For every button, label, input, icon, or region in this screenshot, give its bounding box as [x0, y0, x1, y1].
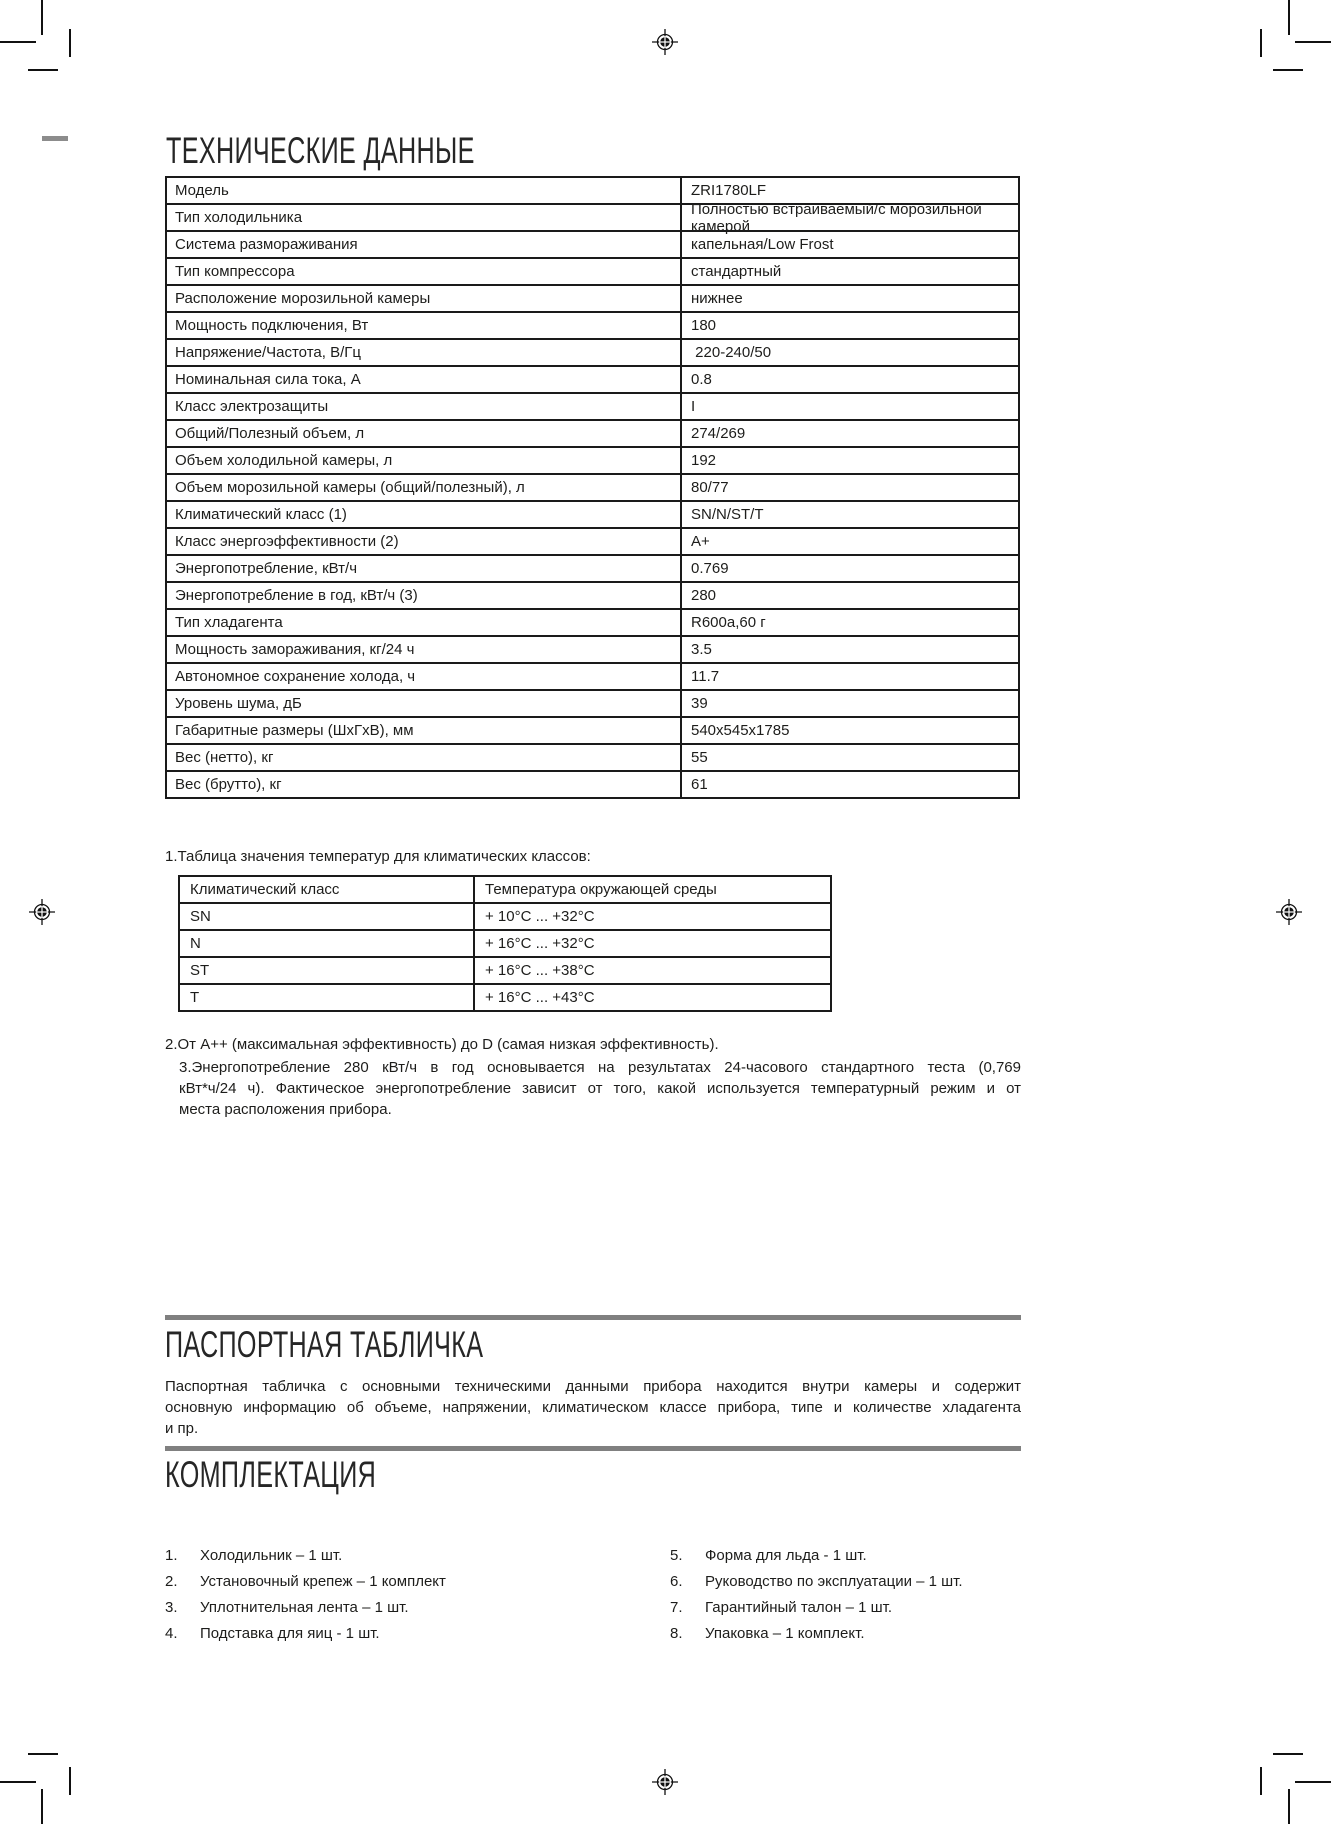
table-row: [167, 718, 1018, 745]
spec-label: Вес (нетто), кг: [167, 745, 682, 770]
nameplate-title: ПАСПОРТНАЯ ТАБЛИЧКА: [165, 1324, 484, 1365]
list-item: [165, 1542, 645, 1568]
list-item-number: 6.: [670, 1572, 683, 1590]
list-item-number: 7.: [670, 1598, 683, 1616]
spec-label: Мощность подключения, Вт: [167, 313, 682, 338]
list-item-text: Руководство по эксплуатации – 1 шт.: [705, 1572, 963, 1590]
table-row: [167, 259, 1018, 286]
spec-value: 61: [691, 776, 708, 793]
spec-value: 274/269: [691, 425, 746, 442]
footnote-3-line: кВт*ч/24 ч). Фактическое энергопотребление зависит от того, какой используется температурный режим и от: [179, 1080, 1021, 1097]
list-item-number: 5.: [670, 1546, 683, 1564]
list-item-text: Упаковка – 1 комплект.: [705, 1624, 865, 1642]
table-row: [167, 502, 1018, 529]
climate-class-cell: Климатический класс: [180, 877, 475, 902]
list-item-text: Холодильник – 1 шт.: [200, 1546, 343, 1564]
table-row: [167, 286, 1018, 313]
table-row: [167, 664, 1018, 691]
package-list-right: [670, 1542, 1030, 1646]
spec-label: Общий/Полезный объем, л: [167, 421, 682, 446]
spec-label: Тип холодильника: [167, 205, 682, 230]
temperature-range-cell: + 16°C ... +43°C: [485, 989, 595, 1006]
list-item: [165, 1568, 645, 1594]
spec-value: 280: [691, 587, 717, 604]
registration-mark-icon: [29, 899, 55, 925]
package-title: КОМПЛЕКТАЦИЯ: [165, 1454, 377, 1495]
list-item-number: 8.: [670, 1624, 683, 1642]
spec-value: A+: [691, 533, 710, 550]
table-row: [167, 583, 1018, 610]
table-row: [167, 475, 1018, 502]
crop-mark: [1288, 0, 1290, 35]
table-row: [180, 931, 830, 958]
spec-label: Тип хладагента: [167, 610, 682, 635]
spec-value: 3.5: [691, 641, 712, 658]
table-row: [180, 985, 830, 1010]
spec-value: Полностью встраиваемый/с морозильной камерой: [691, 200, 986, 235]
crop-mark: [41, 1789, 43, 1824]
crop-mark: [28, 69, 58, 71]
crop-mark: [0, 41, 36, 43]
climate-class-cell: T: [180, 985, 475, 1010]
table-row: [167, 745, 1018, 772]
spec-label: Класс электрозащиты: [167, 394, 682, 419]
table-row: [167, 313, 1018, 340]
spec-value: 11.7: [691, 668, 720, 685]
climate-class-cell: SN: [180, 904, 475, 929]
list-item-number: 4.: [165, 1624, 178, 1642]
spec-label: Автономное сохранение холода, ч: [167, 664, 682, 689]
spec-label: Напряжение/Частота, В/Гц: [167, 340, 682, 365]
table-row: [167, 394, 1018, 421]
nameplate-body-line: Паспортная табличка с основными техническими данными прибора находится внутри камеры и содержит: [165, 1378, 1021, 1395]
table-row: [167, 421, 1018, 448]
section-divider: [165, 1315, 1021, 1320]
table-row: [167, 232, 1018, 259]
list-item: [670, 1594, 1030, 1620]
spec-label: Тип компрессора: [167, 259, 682, 284]
crop-mark: [1295, 1781, 1331, 1783]
climate-class-cell: ST: [180, 958, 475, 983]
list-item: [165, 1620, 645, 1646]
table-row: [180, 958, 830, 985]
spec-label: Объем холодильной камеры, л: [167, 448, 682, 473]
list-item: [165, 1594, 645, 1620]
package-list-left: [165, 1542, 645, 1646]
spec-label: Модель: [167, 178, 682, 203]
table-row: [167, 367, 1018, 394]
table-row: [167, 637, 1018, 664]
spec-label: Климатический класс (1): [167, 502, 682, 527]
list-item-text: Форма для льда - 1 шт.: [705, 1546, 867, 1564]
table-row: [167, 610, 1018, 637]
registration-mark-icon: [1276, 899, 1302, 925]
spec-value: 180: [691, 317, 717, 334]
spec-label: Вес (брутто), кг: [167, 772, 682, 797]
table-row: [180, 877, 830, 904]
spec-table: [165, 176, 1020, 799]
spec-value: 0.8: [691, 371, 712, 388]
crop-mark: [69, 1767, 71, 1795]
tech-data-title: ТЕХНИЧЕСКИЕ ДАННЫЕ: [166, 130, 475, 171]
section-divider: [165, 1446, 1021, 1451]
spec-label: Система размораживания: [167, 232, 682, 257]
table-row: [167, 772, 1018, 797]
list-item: [670, 1542, 1030, 1568]
crop-mark: [28, 1753, 58, 1755]
temperature-range-cell: + 10°C ... +32°C: [485, 908, 595, 925]
spec-label: Объем морозильной камеры (общий/полезный), л: [167, 475, 682, 500]
list-item-number: 2.: [165, 1572, 178, 1590]
crop-mark: [1273, 1753, 1303, 1755]
nameplate-body: [165, 1376, 1021, 1439]
table-row: [167, 556, 1018, 583]
spec-value: 192: [691, 452, 717, 469]
spec-value: ZRI1780LF: [691, 182, 767, 199]
spec-value: 55: [691, 749, 708, 766]
climate-class-table: [178, 875, 832, 1012]
list-item-text: Подставка для яиц - 1 шт.: [200, 1624, 380, 1642]
footnote-3-line: места расположения прибора.: [179, 1101, 392, 1118]
crop-mark: [0, 1781, 36, 1783]
crop-mark: [41, 0, 43, 35]
crop-mark: [1260, 1767, 1262, 1795]
climate-class-cell: N: [180, 931, 475, 956]
spec-value: SN/N/ST/T: [691, 506, 764, 523]
nameplate-body-line: и пр.: [165, 1420, 199, 1437]
spec-value: R600a,60 г: [691, 614, 766, 631]
spec-label: Уровень шума, дБ: [167, 691, 682, 716]
spec-label: Класс энергоэффективности (2): [167, 529, 682, 554]
spec-value: 39: [691, 695, 708, 712]
table-row: [167, 448, 1018, 475]
list-item-number: 3.: [165, 1598, 178, 1616]
registration-mark-icon: [652, 1769, 678, 1795]
list-item-text: Установочный крепеж – 1 комплект: [200, 1572, 446, 1590]
crop-mark: [1273, 69, 1303, 71]
spec-label: Габаритные размеры (ШхГхВ), мм: [167, 718, 682, 743]
table-row: [167, 340, 1018, 367]
list-item-text: Гарантийный талон – 1 шт.: [705, 1598, 893, 1616]
spec-value: 0.769: [691, 560, 729, 577]
spec-label: Энергопотребление в год, кВт/ч (3): [167, 583, 682, 608]
crop-mark: [69, 29, 71, 57]
crop-mark: [1260, 29, 1262, 57]
registration-mark-icon: [652, 29, 678, 55]
footnote-1-intro: 1.Таблица значения температур для климатических классов:: [165, 848, 591, 865]
table-row: [167, 691, 1018, 718]
temperature-range-cell: + 16°C ... +38°C: [485, 962, 595, 979]
spec-label: Энергопотребление, кВт/ч: [167, 556, 682, 581]
table-row: [167, 529, 1018, 556]
nameplate-body-line: основную информацию об объеме, напряжении, климатическом классе прибора, типе и количестве хладагента: [165, 1399, 1021, 1416]
footnote-2: 2.От A++ (максимальная эффективность) до D (самая низкая эффективность).: [165, 1036, 719, 1053]
gray-dash-mark: [42, 136, 68, 141]
table-row: [180, 904, 830, 931]
spec-value: 540x545x1785: [691, 722, 790, 739]
spec-value: капельная/Low Frost: [691, 236, 834, 253]
spec-label: Номинальная сила тока, А: [167, 367, 682, 392]
crop-mark: [1295, 41, 1331, 43]
spec-value: 80/77: [691, 479, 729, 496]
spec-value: 220-240/50: [691, 344, 772, 361]
list-item-text: Уплотнительная лента – 1 шт.: [200, 1598, 409, 1616]
temperature-range-cell: + 16°C ... +32°C: [485, 935, 595, 952]
spec-value: стандартный: [691, 263, 782, 280]
footnote-3-line: 3.Энергопотребление 280 кВт/ч в год основывается на результатах 24-часового стандартного теста (0,769: [179, 1059, 1021, 1076]
table-row: [167, 200, 1018, 235]
spec-value: нижнее: [691, 290, 743, 307]
crop-mark: [1288, 1789, 1290, 1824]
spec-label: Мощность замораживания, кг/24 ч: [167, 637, 682, 662]
list-item: [670, 1568, 1030, 1594]
footnote-3: [165, 1057, 1021, 1120]
list-item-number: 1.: [165, 1546, 178, 1564]
list-item: [670, 1620, 1030, 1646]
spec-value: I: [691, 398, 696, 415]
spec-label: Расположение морозильной камеры: [167, 286, 682, 311]
temperature-range-cell: Температура окружающей среды: [485, 881, 717, 898]
